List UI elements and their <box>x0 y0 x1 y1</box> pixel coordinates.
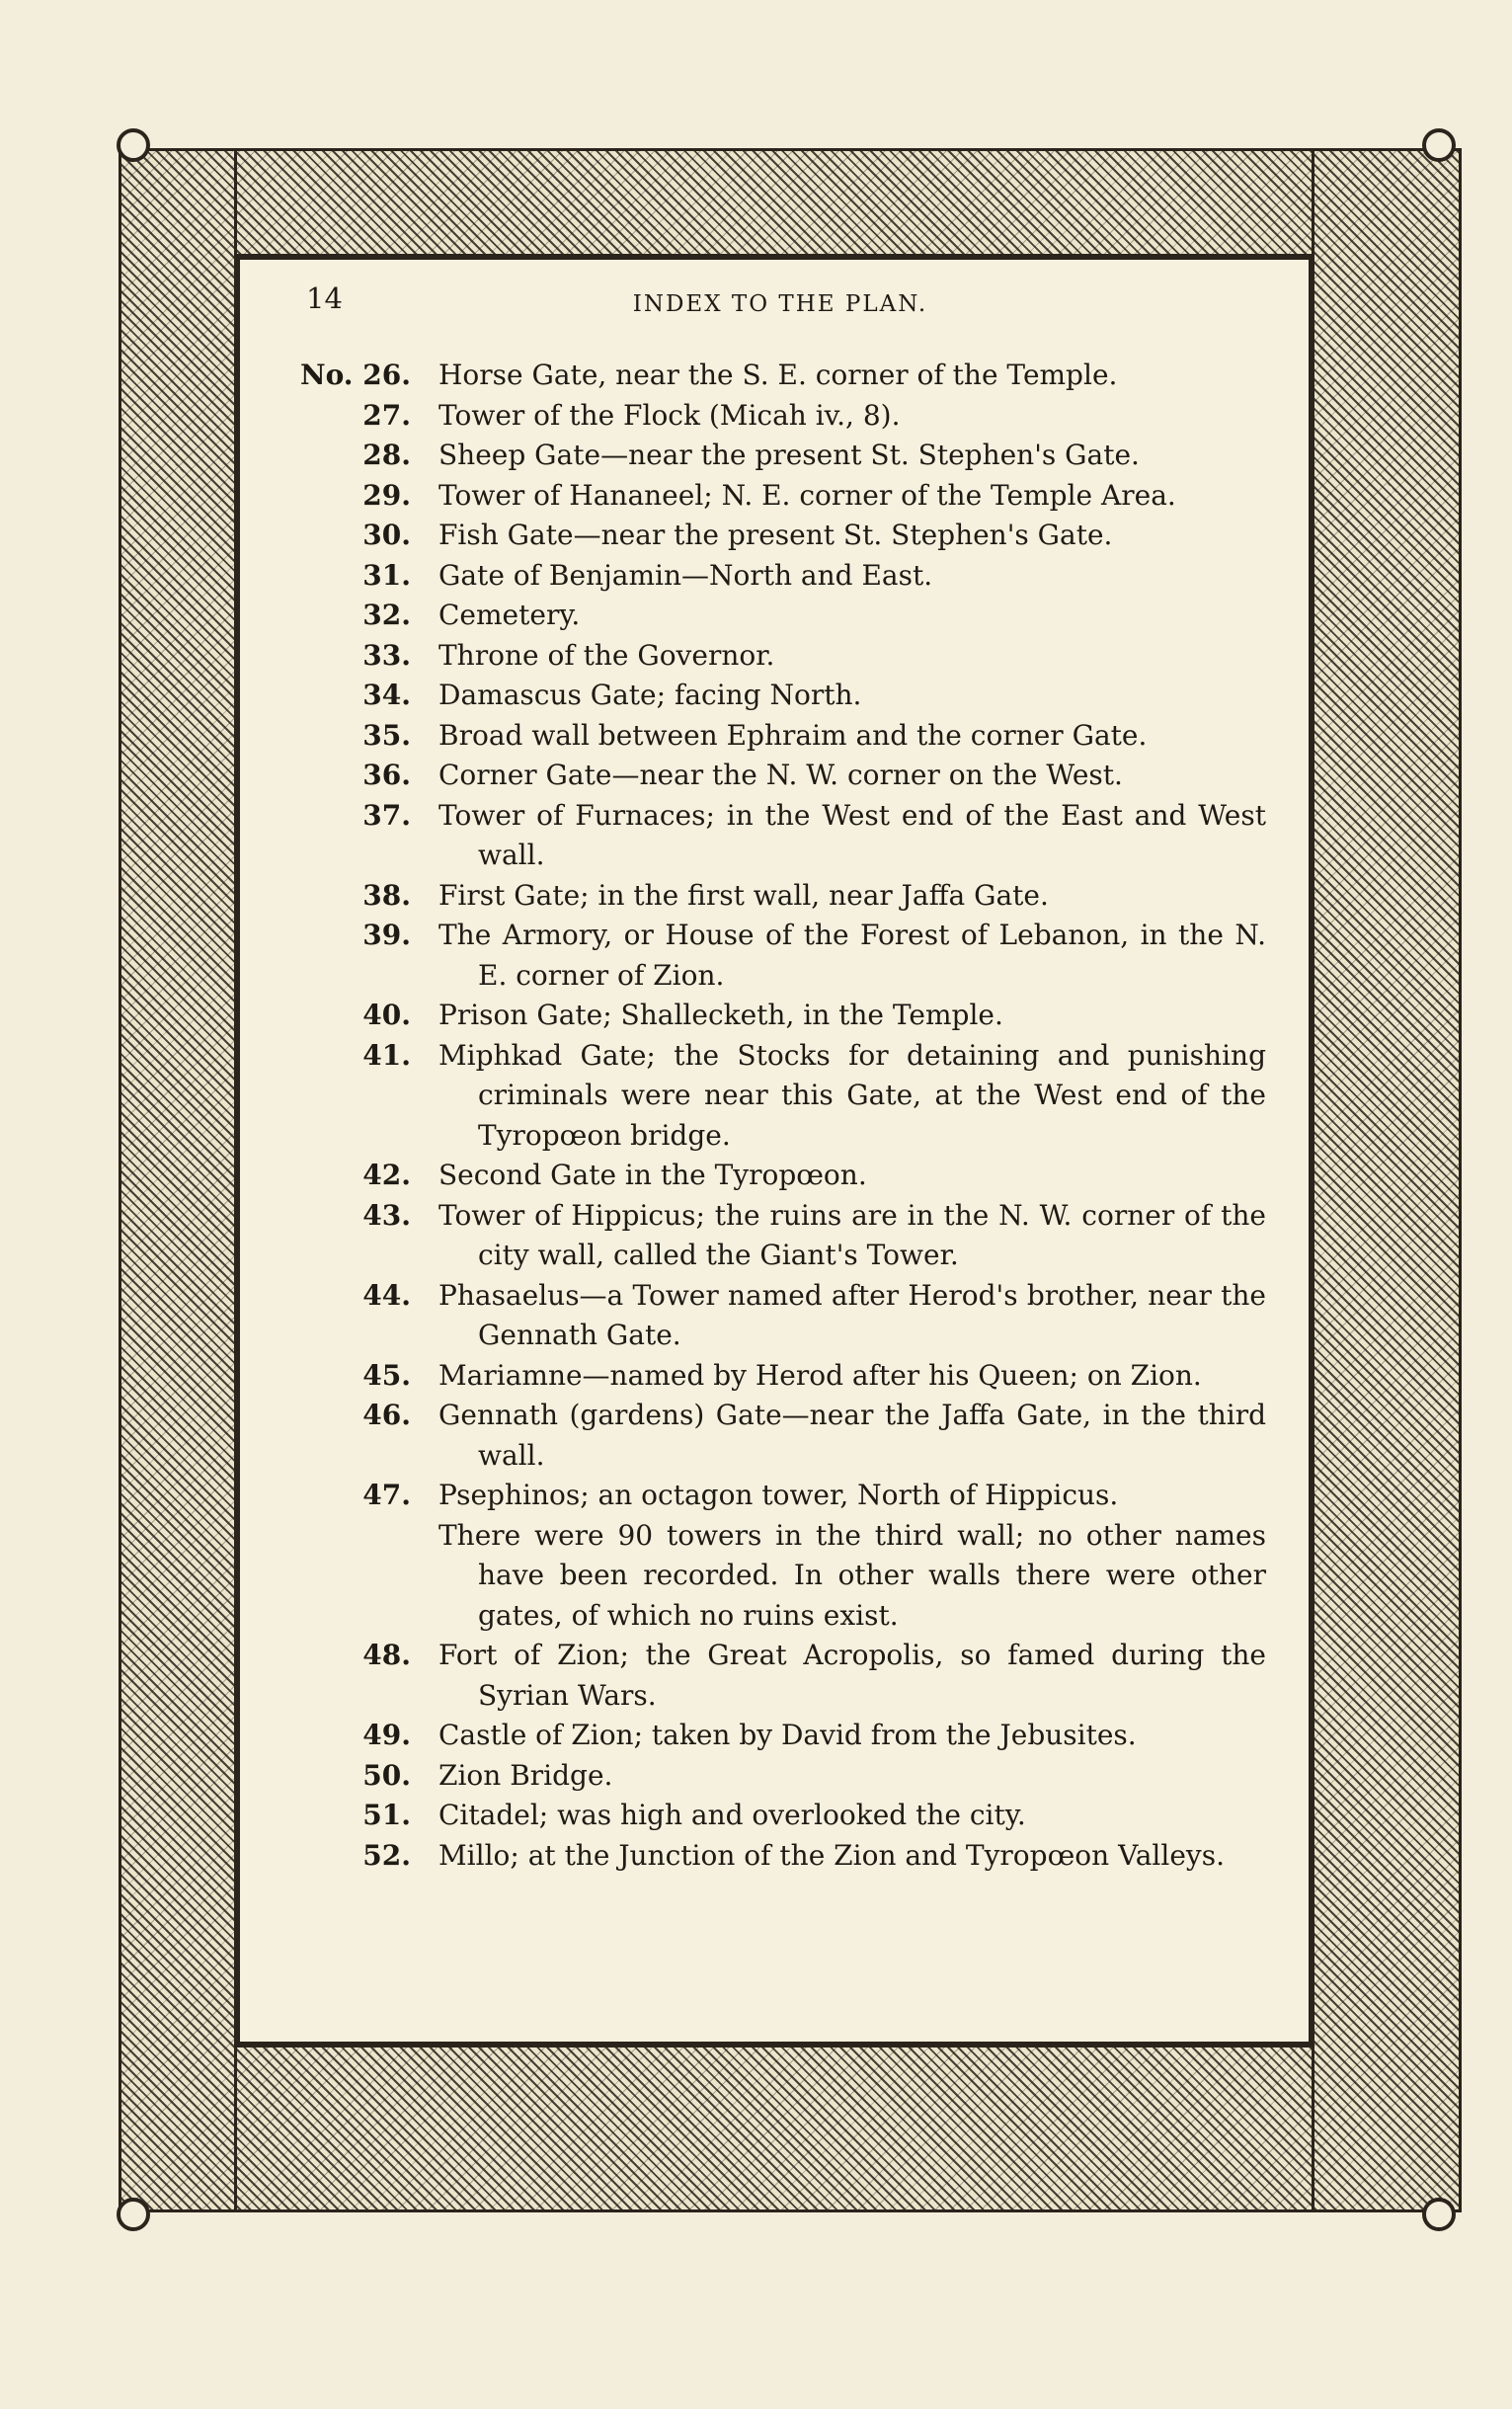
entry-number: 37. <box>362 798 411 832</box>
entry-text: Citadel; was high and overlooked the city. <box>438 1799 1026 1831</box>
entry-number: 28. <box>362 439 411 471</box>
entry-text: Gate of Benjamin—North and East. <box>438 558 933 592</box>
entry-text: First Gate; in the first wall, near Jaffa Gate. <box>438 878 1049 912</box>
entry-text: Mariamne—named by Herod after his Queen; on Zion. <box>438 1358 1202 1392</box>
entry-number: 52. <box>362 1838 411 1872</box>
index-entry <box>308 396 1266 437</box>
index-entry <box>308 636 1266 677</box>
index-entry <box>308 756 1266 796</box>
entry-number: 41. <box>362 1038 411 1072</box>
entry-text: Psephinos; an octagon tower, North of Hippicus. <box>438 1479 1119 1511</box>
index-entry <box>308 1476 1266 1516</box>
entry-text: Tower of Furnaces; in the West end of the East and West wall. <box>438 798 1266 871</box>
index-list <box>300 356 1266 1876</box>
running-head: INDEX TO THE PLAN. <box>632 291 928 317</box>
entry-number: 32. <box>362 599 411 631</box>
index-entry <box>308 476 1266 517</box>
entry-text: Tower of Hananeel; N. E. corner of the Temple Area. <box>438 478 1176 512</box>
entry-text: Tower of the Flock (Micah iv., 8). <box>438 398 901 432</box>
entry-text: Cemetery. <box>438 599 581 631</box>
index-entry <box>308 1756 1266 1797</box>
page-number: 14 <box>306 281 343 315</box>
index-entry <box>308 1196 1266 1276</box>
corner-knot-icon <box>1422 2198 1456 2231</box>
entry-text: Prison Gate; Shallecketh, in the Temple. <box>438 999 1003 1031</box>
entry-text: Castle of Zion; taken by David from the Jebusites. <box>438 1719 1137 1751</box>
entry-text: Sheep Gate—near the present St. Stephen's Gate. <box>438 439 1140 471</box>
corner-knot-icon <box>1422 128 1456 162</box>
index-entry <box>308 1036 1266 1157</box>
entry-number: 29. <box>362 478 411 512</box>
entry-text: Gennath (gardens) Gate—near the Jaffa Gate, in the third wall. <box>438 1399 1266 1472</box>
entry-number: 36. <box>362 759 411 791</box>
entry-number: 44. <box>362 1278 411 1312</box>
entry-text: Second Gate in the Tyropœon. <box>438 1159 867 1191</box>
entry-number: 38. <box>362 878 411 912</box>
index-entry <box>308 1356 1266 1397</box>
index-entry <box>308 1716 1266 1756</box>
entry-number: 51. <box>362 1799 411 1831</box>
entry-text: Millo; at the Junction of the Zion and Tyropœon Valleys. <box>438 1838 1225 1872</box>
entry-number: No. 26. <box>300 359 411 391</box>
index-entry <box>308 1636 1266 1716</box>
entry-text: Fish Gate—near the present St. Stephen's Gate. <box>438 519 1113 551</box>
entry-text: Broad wall between Ephraim and the corner Gate. <box>438 718 1148 752</box>
entry-text: Fort of Zion; the Great Acropolis, so famed during the Syrian Wars. <box>438 1639 1266 1712</box>
ornamental-border-left <box>119 148 237 2212</box>
index-entry <box>308 516 1266 556</box>
entry-number: 33. <box>362 638 411 672</box>
index-entry <box>308 676 1266 716</box>
index-entry <box>300 356 1266 396</box>
entry-number: 46. <box>362 1399 411 1431</box>
entry-text: Tower of Hippicus; the ruins are in the N. W. corner of the city wall, called the Giant's Tower. <box>438 1198 1266 1271</box>
index-entry <box>308 716 1266 757</box>
index-entry <box>308 1396 1266 1476</box>
index-entry <box>308 996 1266 1036</box>
entry-number: 45. <box>362 1358 411 1392</box>
entry-number: 40. <box>362 999 411 1031</box>
entry-number: 47. <box>362 1479 411 1511</box>
entry-text: Phasaelus—a Tower named after Herod's brother, near the Gennath Gate. <box>438 1278 1266 1351</box>
towers-note: There were 90 towers in the third wall; no other names have been recorded. In other walls there were other gates, of which no ruins exist. <box>438 1518 1266 1632</box>
index-entry <box>308 596 1266 636</box>
corner-knot-icon <box>117 128 150 162</box>
index-entry <box>308 556 1266 597</box>
entry-text: Throne of the Governor. <box>438 638 775 672</box>
index-entry <box>308 796 1266 876</box>
entry-number: 31. <box>362 558 411 592</box>
index-entry <box>308 436 1266 476</box>
entry-text: Miphkad Gate; the Stocks for detaining and punishing criminals were near this Gate, at the West end of the Tyropœon bridge. <box>438 1038 1266 1152</box>
entry-text: Horse Gate, near the S. E. corner of the Temple. <box>438 359 1118 391</box>
entry-number: 50. <box>362 1758 411 1792</box>
index-entry <box>308 876 1266 917</box>
entry-number: 42. <box>362 1159 411 1191</box>
index-entry <box>308 916 1266 996</box>
entry-number: 34. <box>362 679 411 711</box>
entry-text: Damascus Gate; facing North. <box>438 679 862 711</box>
index-entry <box>308 1276 1266 1356</box>
entry-number: 43. <box>362 1198 411 1232</box>
ornamental-border-right <box>1312 148 1462 2212</box>
entry-text: Zion Bridge. <box>438 1758 613 1792</box>
ornamental-border-bottom <box>119 2045 1462 2212</box>
entry-number: 49. <box>362 1719 411 1751</box>
corner-knot-icon <box>117 2198 150 2231</box>
entry-number: 35. <box>362 718 411 752</box>
entry-text: Corner Gate—near the N. W. corner on the West. <box>438 759 1123 791</box>
entry-number: 39. <box>362 919 411 951</box>
index-entry <box>308 1796 1266 1836</box>
index-entry <box>308 1836 1266 1877</box>
index-entry <box>308 1156 1266 1196</box>
entry-number: 30. <box>362 519 411 551</box>
entry-number: 27. <box>362 398 411 432</box>
ornamental-border-top <box>119 148 1462 257</box>
entry-text: The Armory, or House of the Forest of Lebanon, in the N. E. corner of Zion. <box>438 919 1266 992</box>
entry-number: 48. <box>362 1639 411 1671</box>
